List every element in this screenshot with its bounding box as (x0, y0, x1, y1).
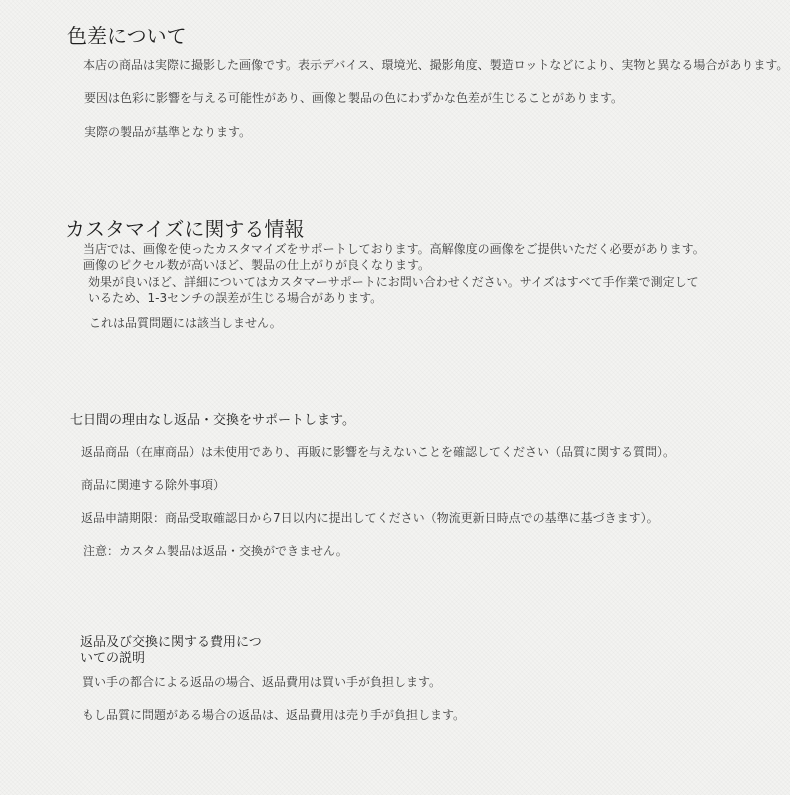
color-difference-text-1: 本店の商品は実際に撮影した画像です。表示デバイス、環境光、撮影角度、製造ロットなどにより、実物と異なる場合があります。 (83, 58, 789, 72)
customize-text-3: 効果が良いほど、詳細についてはカスタマーサポートにお問い合わせください。サイズはすべて手作業で測定して (88, 275, 699, 289)
returns-text-4: 注意：カスタム製品は返品・交換ができません。 (83, 544, 348, 558)
customize-text-5: これは品質問題には該当しません。 (89, 316, 282, 330)
customize-text-1: 当店では、画像を使ったカスタマイズをサポートしております。高解像度の画像をご提供いただく必要があります。 (83, 242, 705, 256)
fees-text-2: もし品質に問題がある場合の返品は、返品費用は売り手が負担します。 (82, 708, 466, 722)
fees-text-1: 買い手の都合による返品の場合、返品費用は買い手が負担します。 (82, 675, 442, 689)
customize-text-4: いるため、1-3センチの誤差が生じる場合があります。 (88, 291, 383, 305)
customize-text-2: 画像のピクセル数が高いほど、製品の仕上がりが良くなります。 (83, 258, 431, 272)
color-difference-text-3: 実際の製品が基準となります。 (84, 125, 252, 139)
fees-heading-line-1: 返品及び交換に関する費用につ (80, 635, 262, 650)
returns-text-1: 返品商品（在庫商品）は未使用であり、再販に影響を与えないことを確認してください（品質に関する質問）。 (81, 445, 676, 459)
returns-heading: 七日間の理由なし返品・交換をサポートします。 (70, 413, 355, 428)
returns-text-3: 返品申請期限：商品受取確認日から7日以内に提出してください（物流更新日時点での基準に基づきます）。 (81, 511, 659, 525)
customize-heading: カスタマイズに関する情報 (65, 217, 305, 241)
color-difference-text-2: 要因は色彩に影響を与える可能性があり、画像と製品の色にわずかな色差が生じることがあります。 (84, 91, 624, 105)
fees-heading-line-2: いての説明 (80, 651, 146, 666)
returns-text-2: 商品に関連する除外事項） (81, 478, 226, 492)
color-difference-heading: 色差について (67, 24, 187, 48)
